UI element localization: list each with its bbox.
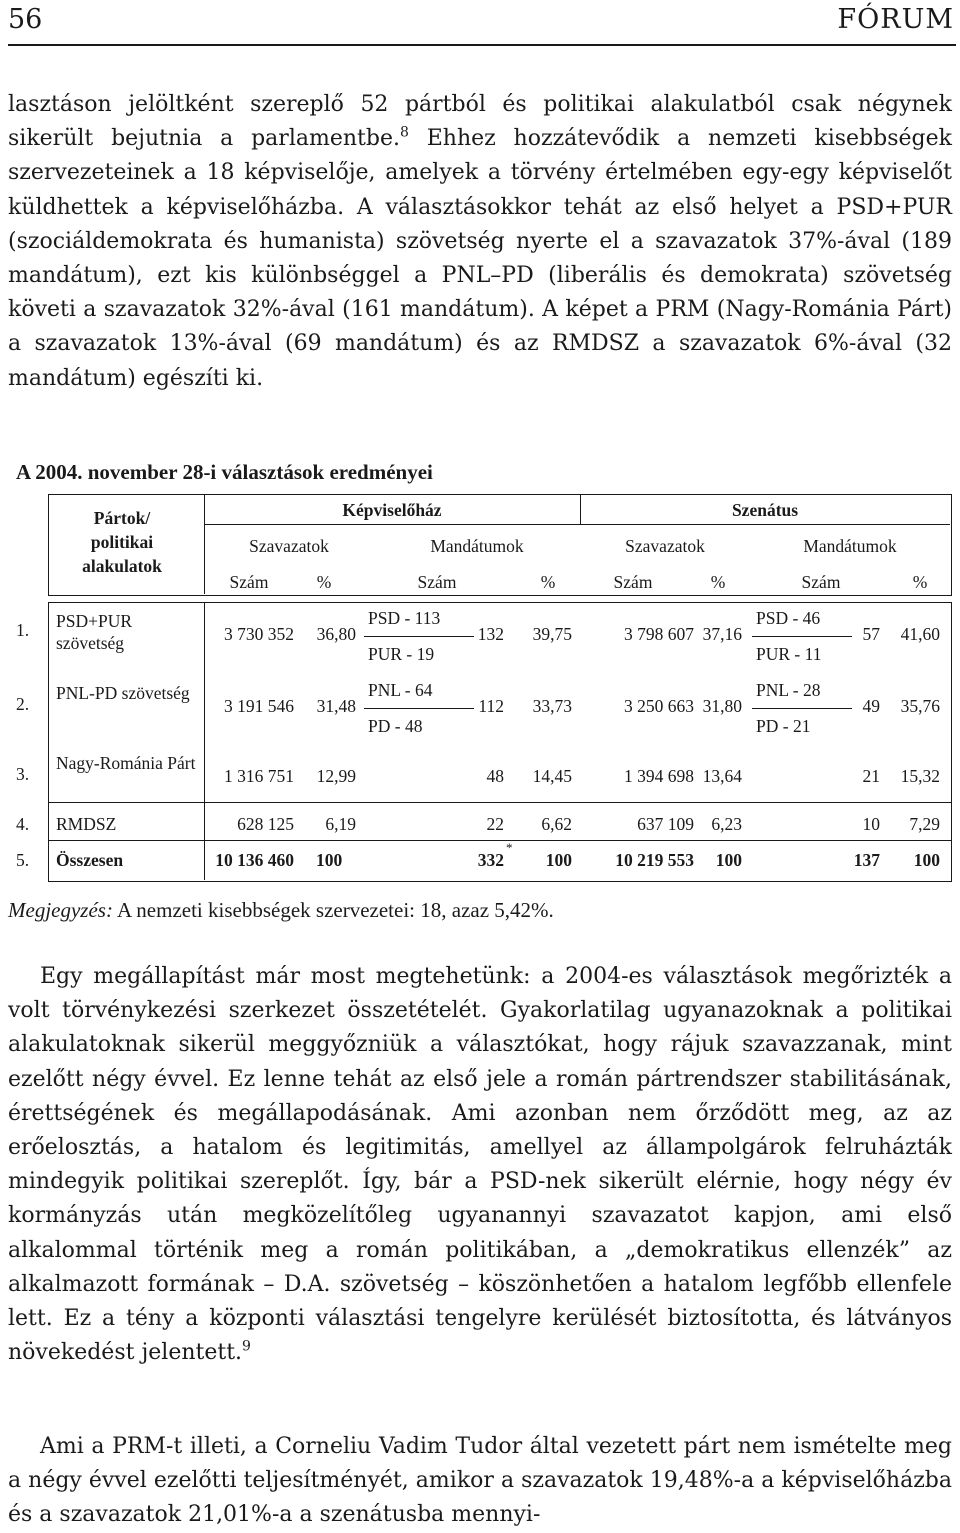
senate-votes-pct: 13,64	[702, 766, 742, 786]
chamber-mandates: 132	[477, 624, 504, 644]
senate-mandates: 57	[862, 624, 880, 644]
senate-votes-pct: 6,23	[711, 814, 742, 834]
senate-mandates-pct: 100	[913, 850, 940, 870]
paragraph-intro	[8, 88, 952, 396]
row-divider-3	[48, 802, 952, 803]
paragraph-intro-text-a: lasztáson jelöltként szereplő 52 pártból és politikai alakulatból csak négynek sikerült bejutnia a parlamentbe.	[8, 92, 952, 152]
chamber-votes-pct: 36,80	[316, 624, 356, 644]
senate-mandates-pct: 7,29	[909, 814, 940, 834]
row-number: 4.	[16, 814, 30, 834]
footnote-ref-9[interactable]: 9	[242, 1338, 251, 1355]
senate-votes-pct: 37,16	[702, 624, 742, 644]
chamber-votes-pct: 100	[316, 850, 343, 870]
paragraph-analysis-text: Egy megállapítást már most megtehetünk: a 2004-es választások megőrizték a volt törvénykezési szerkezet összetételét. Gyakorlatilag ugyanazoknak a politikai alakulatoknak sikerül meggyőzniük a választókat, hogy rájuk szavazzanak, mint ezelőtt négy évvel. Ez lenne tehát az első jele a román pártrendszer stabilitásának, érettségének és megállapodásának. Ami azonban nem őrződött meg, az az erőelosztás, a hatalom és legitimitás, amellyel az állampolgárok felruházták mindegyik politikai szereplőt. Így, bár a PSD-nek sikerült elérnie, hogy négy év kormányzás után megközelítőleg ugyanannyi szavazatot kapjon, ami első alkalommal történik meg a román politikában, a „demokratikus ellenzék” az alkalmazott formának – D.A. szövetség – köszönhetően a hatalom legfőbb ellenfele lett. Ez a tény a központi választási tengelyre kerülését biztosította, és látványos növekedést jelentett.	[8, 964, 952, 1366]
row-number: 5.	[16, 850, 30, 870]
chamber-mandates: 112	[478, 696, 504, 716]
chamber-votes: 628 125	[237, 814, 294, 834]
table-caption: A 2004. november 28-i választások eredményei	[16, 460, 433, 484]
chamber-mandates: 22	[486, 814, 504, 834]
header-num: Szám	[801, 572, 841, 592]
paragraph-analysis	[8, 960, 952, 1370]
chamber-mandates-pct: 39,75	[532, 624, 572, 644]
paragraph-prm-text: Ami a PRM-t illeti, a Corneliu Vadim Tudor által vezetett párt nem ismételte meg a négy évvel ezelőtti teljesítményét, amikor a szavazatok 19,48%-a a képviselőházba és a szavazatok 21,01%-a a szenátusba mennyi-	[8, 1434, 952, 1528]
header-pct: %	[912, 572, 928, 592]
chamber-sub-1: PNL - 64	[368, 680, 433, 700]
party-name: PSD+PUR szövetség	[56, 611, 133, 653]
senate-votes: 1 394 698	[624, 766, 694, 786]
row-number: 3.	[16, 764, 30, 784]
senate-sub-1: PSD - 46	[756, 608, 821, 628]
senate-mandates-pct: 15,32	[900, 766, 940, 786]
senate-sub-2: PUR - 11	[756, 644, 822, 664]
party-name: Összesen	[56, 850, 124, 870]
sub-divider	[752, 636, 852, 637]
senate-mandates: 137	[853, 850, 880, 870]
paragraph-intro-text-b: Ehhez hozzátevődik a nemzeti kisebbségek szervezeteinek a 18 képviselője, amelyek a törvény értelmében egy-egy képviselőt küldhettek a képviselőházba. A választásokkor tehát az első helyet a PSD+PUR (szociáldemokrata és humanista) szövetség nyerte el a szavazatok 37%-ával (189 mandátum), ezt kis különbséggel a PNL–PD (liberális és demokrata) szövetség követi a szavazatok 32%-ával (161 mandátum). A képet a PRM (Nagy-Románia Párt) a szavazatok 13%-ával (69 mandátum) és az RMDSZ a szavazatok 6%-ával (32 mandátum) egészíti ki.	[8, 126, 952, 391]
chamber-votes: 1 316 751	[224, 766, 294, 786]
senate-votes: 10 219 553	[615, 850, 694, 870]
header-senate: Szenátus	[731, 500, 799, 520]
header-num: Szám	[417, 572, 457, 592]
header-senate-mandates: Mandátumok	[803, 536, 897, 556]
chamber-mandates-pct: 6,62	[541, 814, 572, 834]
election-results-table	[8, 494, 952, 880]
header-num: Szám	[613, 572, 653, 592]
row-number: 1.	[16, 620, 30, 640]
party-name: Nagy-Románia Párt	[56, 753, 196, 773]
chamber-sub-1: PSD - 113	[368, 608, 441, 628]
header-divider-chamber	[204, 524, 950, 525]
senate-sub-2: PD - 21	[756, 716, 811, 736]
header-senate-votes: Szavazatok	[625, 536, 705, 556]
chamber-mandates: 48	[486, 766, 504, 786]
senate-votes: 3 798 607	[624, 624, 694, 644]
chamber-votes-pct: 12,99	[316, 766, 356, 786]
chamber-mandates-pct: 33,73	[532, 696, 572, 716]
sub-divider	[364, 708, 474, 709]
party-name: PNL-PD szövetség	[56, 683, 190, 703]
chamber-votes: 10 136 460	[215, 850, 294, 870]
senate-mandates: 10	[862, 814, 880, 834]
party-name: RMDSZ	[56, 814, 117, 834]
chamber-mandates: 332	[477, 850, 504, 870]
page-header	[8, 0, 956, 46]
senate-mandates-pct: 35,76	[900, 696, 940, 716]
table-note-label: Megjegyzés:	[8, 898, 113, 922]
senate-votes-pct: 100	[715, 850, 742, 870]
senate-mandates-pct: 41,60	[900, 624, 940, 644]
chamber-votes-pct: 6,19	[325, 814, 356, 834]
header-pct: %	[710, 572, 726, 592]
page-number: 56	[8, 4, 43, 35]
header-chamber-mandates: Mandátumok	[430, 536, 524, 556]
senate-mandates: 49	[862, 696, 880, 716]
chamber-sub-2: PD - 48	[368, 716, 423, 736]
senate-mandates: 21	[862, 766, 880, 786]
senate-sub-1: PNL - 28	[756, 680, 821, 700]
footnote-ref-8[interactable]: 8	[399, 124, 409, 141]
header-num: Szám	[229, 572, 269, 592]
chamber-votes: 3 730 352	[224, 624, 294, 644]
chamber-sub-2: PUR - 19	[368, 644, 435, 664]
sub-divider	[752, 708, 852, 709]
senate-votes-pct: 31,80	[702, 696, 742, 716]
table-note	[8, 898, 554, 923]
sub-divider	[364, 636, 474, 637]
header-pct: %	[540, 572, 556, 592]
chamber-votes: 3 191 546	[224, 696, 294, 716]
header-parties: Pártok/ politikai alakulatok	[82, 508, 162, 576]
senate-votes: 3 250 663	[624, 696, 694, 716]
running-title: FÓRUM	[837, 4, 954, 35]
footnote-asterisk: *	[506, 840, 513, 855]
header-chamber: Képviselőház	[342, 500, 442, 520]
chamber-votes-pct: 31,48	[316, 696, 356, 716]
header-pct: %	[316, 572, 332, 592]
table-note-text: A nemzeti kisebbségek szervezetei: 18, azaz 5,42%.	[112, 898, 554, 922]
senate-votes: 637 109	[637, 814, 694, 834]
chamber-mandates-pct: 100	[545, 850, 572, 870]
row-divider-4	[48, 840, 952, 841]
chamber-mandates-pct: 14,45	[532, 766, 572, 786]
row-number: 2.	[16, 694, 30, 714]
paragraph-prm	[8, 1430, 952, 1533]
header-chamber-votes: Szavazatok	[249, 536, 329, 556]
